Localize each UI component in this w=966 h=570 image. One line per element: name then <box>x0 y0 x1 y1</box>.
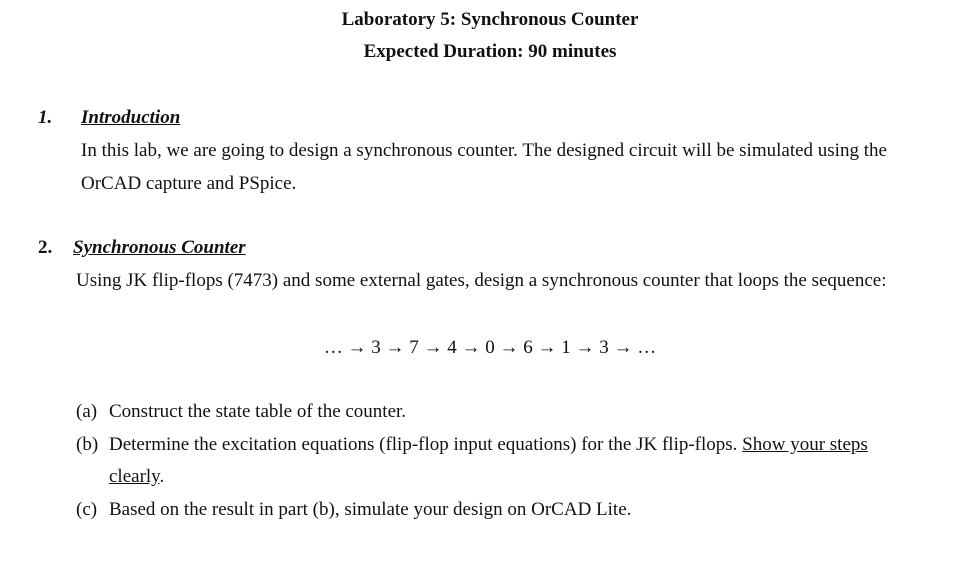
show-steps-emphasis: Show your steps <box>742 434 868 455</box>
section-1-heading: Introduction <box>81 107 181 128</box>
intro-paragraph-line-2: OrCAD capture and PSpice. <box>81 173 297 194</box>
item-b-text-line-1: Determine the excitation equations (flip-flop input equations) for the JK flip-flops. Show your steps <box>109 434 868 455</box>
counter-task-description: Using JK flip-flops (7473) and some external gates, design a synchronous counter that loops the sequence: <box>76 270 887 291</box>
section-2-number: 2. <box>38 237 53 258</box>
item-a-text: Construct the state table of the counter. <box>109 401 407 422</box>
section-2-heading: Synchronous Counter <box>73 237 246 258</box>
item-a-label: (a) <box>76 401 98 422</box>
intro-paragraph-line-1: In this lab, we are going to design a synchronous counter. The designed circuit will be simulated using the <box>81 140 887 161</box>
section-1-number: 1. <box>38 107 53 128</box>
clearly-emphasis: clearly <box>109 466 160 487</box>
document-title: Laboratory 5: Synchronous Counter <box>341 9 639 30</box>
counter-sequence: … → 3 → 7 → 4 → 0 → 6 → 1 → 3 → … <box>323 337 657 358</box>
expected-duration: Expected Duration: 90 minutes <box>363 41 617 62</box>
item-b-label: (b) <box>76 434 99 455</box>
item-c-label: (c) <box>76 499 98 520</box>
item-c-text: Based on the result in part (b), simulate your design on OrCAD Lite. <box>109 499 632 520</box>
item-b-text-line-2: clearly. <box>109 466 165 487</box>
